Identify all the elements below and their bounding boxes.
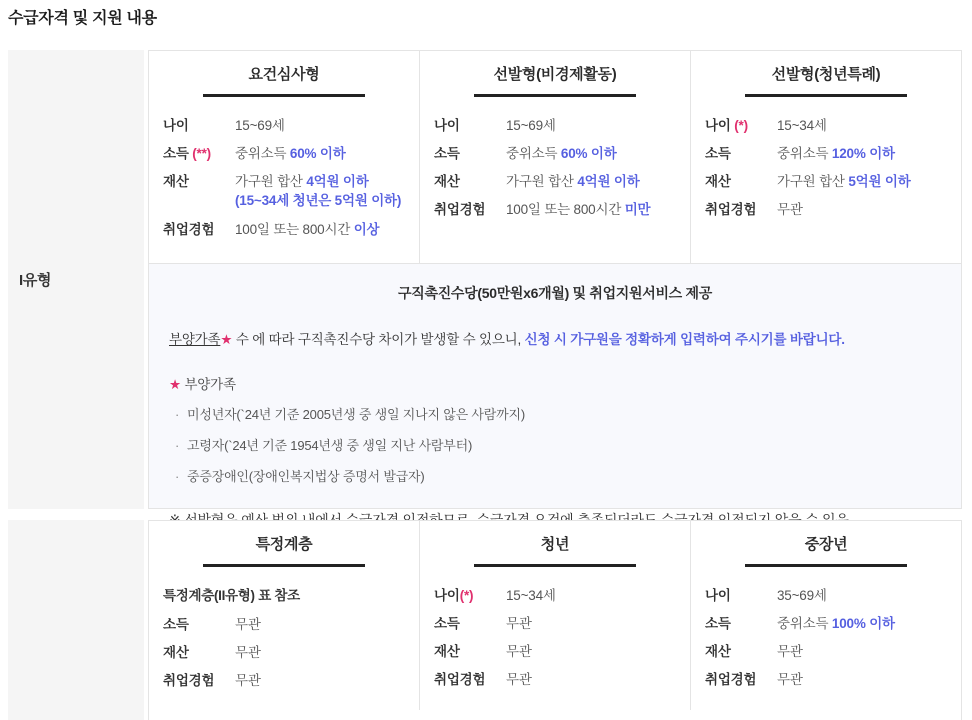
card-title: 특정계층 [255,536,313,553]
highlighted-value: 120% 이하 [831,146,895,162]
field-label: 나이 [434,118,460,133]
title-underline [474,94,636,97]
value-text: 가구원 합산 [506,174,578,190]
highlighted-value: 60% 이하 [289,146,346,162]
field-row [163,172,405,210]
field-value [777,144,947,163]
field-row [705,614,947,633]
field-row [705,670,947,689]
highlighted-value: 4억원 이하 [577,174,640,190]
type1-table [8,50,962,509]
field-label: 소득 [705,616,731,632]
field-value [235,615,405,634]
field-label: 소득 [705,146,731,162]
highlighted-value: 미만 [624,202,651,218]
field-value [777,172,947,191]
type1-row-header [8,50,144,509]
bullet-text: 미성년자(`24년 기준 2005년생 중 생일 지나지 않은 사람까지) [187,406,525,422]
field-label: 소득 [163,617,189,633]
type1-cards-row [149,51,961,263]
value-text: 15~69세 [235,118,285,133]
bullet-icon: · [175,468,180,484]
field-row [434,144,676,163]
value-text: 무관 [235,673,261,689]
field-label: 취업경험 [434,202,486,218]
value-text: 중위소득 [777,146,832,162]
type2-row-header [8,520,144,720]
field-label: 나이 [163,118,189,133]
field-value [235,172,405,210]
card-title: 요건심사형 [248,66,320,83]
value-text: 무관 [235,617,261,633]
title-underline [745,564,907,567]
field-value [506,172,676,191]
eligibility-card [691,521,961,710]
field-row [163,615,405,634]
value-text: 무관 [777,644,803,660]
field-value [235,116,405,135]
benefit-title: 구직촉진수당(50만원x6개월) 및 취업지원서비스 제공 [398,285,712,301]
asterisk-mark: (*) [459,588,474,603]
field-row [705,172,947,191]
eligibility-card [149,51,420,263]
bullet-text: 중증장애인(장애인복지법상 증명서 발급자) [187,468,425,484]
field-label: 재산 [163,645,189,661]
type1-row-label: I유형 [19,272,52,289]
field-row [163,220,405,239]
field-label: 재산 [163,174,189,190]
value-text: 가구원 합산 [235,174,307,190]
card-reference-note: 특정계층(II유형) 표 참조 [163,588,300,603]
dependents-notice-line [169,330,943,350]
asterisk-mark: (**) [188,146,211,162]
bullet-text: 고령자(`24년 기준 1954년생 중 생일 지난 사람부터) [187,437,473,453]
field-row [705,586,947,605]
field-row [434,200,676,219]
field-value [506,642,676,661]
highlighted-value: 100% 이하 [831,616,895,632]
value-text: 15~34세 [506,588,556,603]
field-value [235,643,405,662]
field-value [777,200,947,219]
field-label: 취업경험 [705,202,757,218]
field-value [777,670,947,689]
eligibility-card [420,51,691,263]
field-value [777,642,947,661]
eligibility-page [0,9,972,708]
eligibility-card [691,51,961,263]
field-label: 재산 [705,174,731,190]
field-value [506,670,676,689]
field-label: 소득 [434,616,460,632]
card-title: 선발형(청년특례) [771,66,881,83]
bullet-icon: · [175,406,180,422]
field-row [163,671,405,690]
asterisk-mark: (*) [730,118,748,133]
title-underline [745,94,907,97]
field-row [163,643,405,662]
value-text: 35~69세 [777,588,827,603]
title-underline [203,94,365,97]
field-row [705,642,947,661]
family-heading [169,373,943,393]
value-text: 무관 [777,672,803,688]
field-label: 취업경험 [163,673,215,689]
field-value [235,144,405,163]
field-label: 나이 [705,588,731,603]
type1-content [148,50,962,509]
field-row [434,614,676,633]
eligibility-card [420,521,691,710]
field-row [434,116,676,135]
value-text: 중위소득 [777,616,832,632]
field-value [777,614,947,633]
highlighted-value: 이상 [353,221,380,237]
value-text: 15~34세 [777,118,827,133]
field-label: 재산 [434,644,460,660]
field-label: 취업경험 [705,672,757,688]
value-text: 중위소득 [235,146,290,162]
field-value [235,220,405,239]
highlighted-value: 60% 이하 [560,146,617,162]
highlighted-value: 5억원 이하 [848,174,911,190]
field-value [777,586,947,605]
card-title: 청년 [540,536,570,553]
value-text: 무관 [777,202,803,218]
star-icon: ★ [169,376,181,392]
value-text: 100일 또는 800시간 [506,202,625,218]
dependents-bullet-list [167,406,943,487]
field-label: 취업경험 [434,672,486,688]
value-text: 무관 [506,644,532,660]
field-row [163,116,405,135]
type2-cards-row [149,521,961,710]
eligibility-card [149,521,420,710]
family-heading-label: 부양가족 [184,376,236,392]
list-item [175,437,943,455]
value-text: 무관 [506,616,532,632]
highlighted-value: 4억원 이하 (15~34세 청년은 5억원 이하) [235,174,402,209]
value-text: 무관 [235,645,261,661]
field-value [506,144,676,163]
dependents-link[interactable]: 부양가족 [169,332,221,347]
field-row [705,116,947,135]
field-label: 소득 [434,146,460,162]
field-value [777,116,947,135]
list-item [175,406,943,424]
value-text: 중위소득 [506,146,561,162]
field-label: 나이(*) [434,588,474,603]
field-label: 소득 (**) [163,146,211,162]
field-label: 재산 [705,644,731,660]
field-value [235,671,405,690]
field-label: 취업경험 [163,221,215,237]
field-row [705,144,947,163]
value-text: 100일 또는 800시간 [235,221,354,237]
page-title: 수급자격 및 지원 내용 [8,10,157,27]
value-text: 무관 [506,672,532,688]
notice-mid-text: 수 에 따라 구직촉진수당 차이가 발생할 수 있으니, [232,332,525,347]
bullet-icon: · [175,437,180,453]
card-title: 선발형(비경제활동) [493,66,617,83]
star-icon: ★ [220,332,233,347]
value-text: 15~69세 [506,118,556,133]
field-row [434,642,676,661]
field-value [506,586,676,605]
type2-table [8,520,962,720]
notice-highlight-text: 신청 시 가구원을 정확하게 입력하여 주시기를 바랍니다. [524,332,845,347]
field-label: 재산 [434,174,460,190]
field-row [163,144,405,163]
field-row [434,586,676,605]
field-row [434,670,676,689]
field-value [506,116,676,135]
field-value [506,200,676,219]
benefit-note-panel [149,263,961,508]
type2-content [148,520,962,720]
card-title: 중장년 [804,536,848,553]
field-row [434,172,676,191]
value-text: 가구원 합산 [777,174,849,190]
field-value [506,614,676,633]
list-item [175,468,943,486]
field-row [705,200,947,219]
field-label: 나이 (*) [705,118,748,133]
title-underline [474,564,636,567]
title-underline [203,564,365,567]
